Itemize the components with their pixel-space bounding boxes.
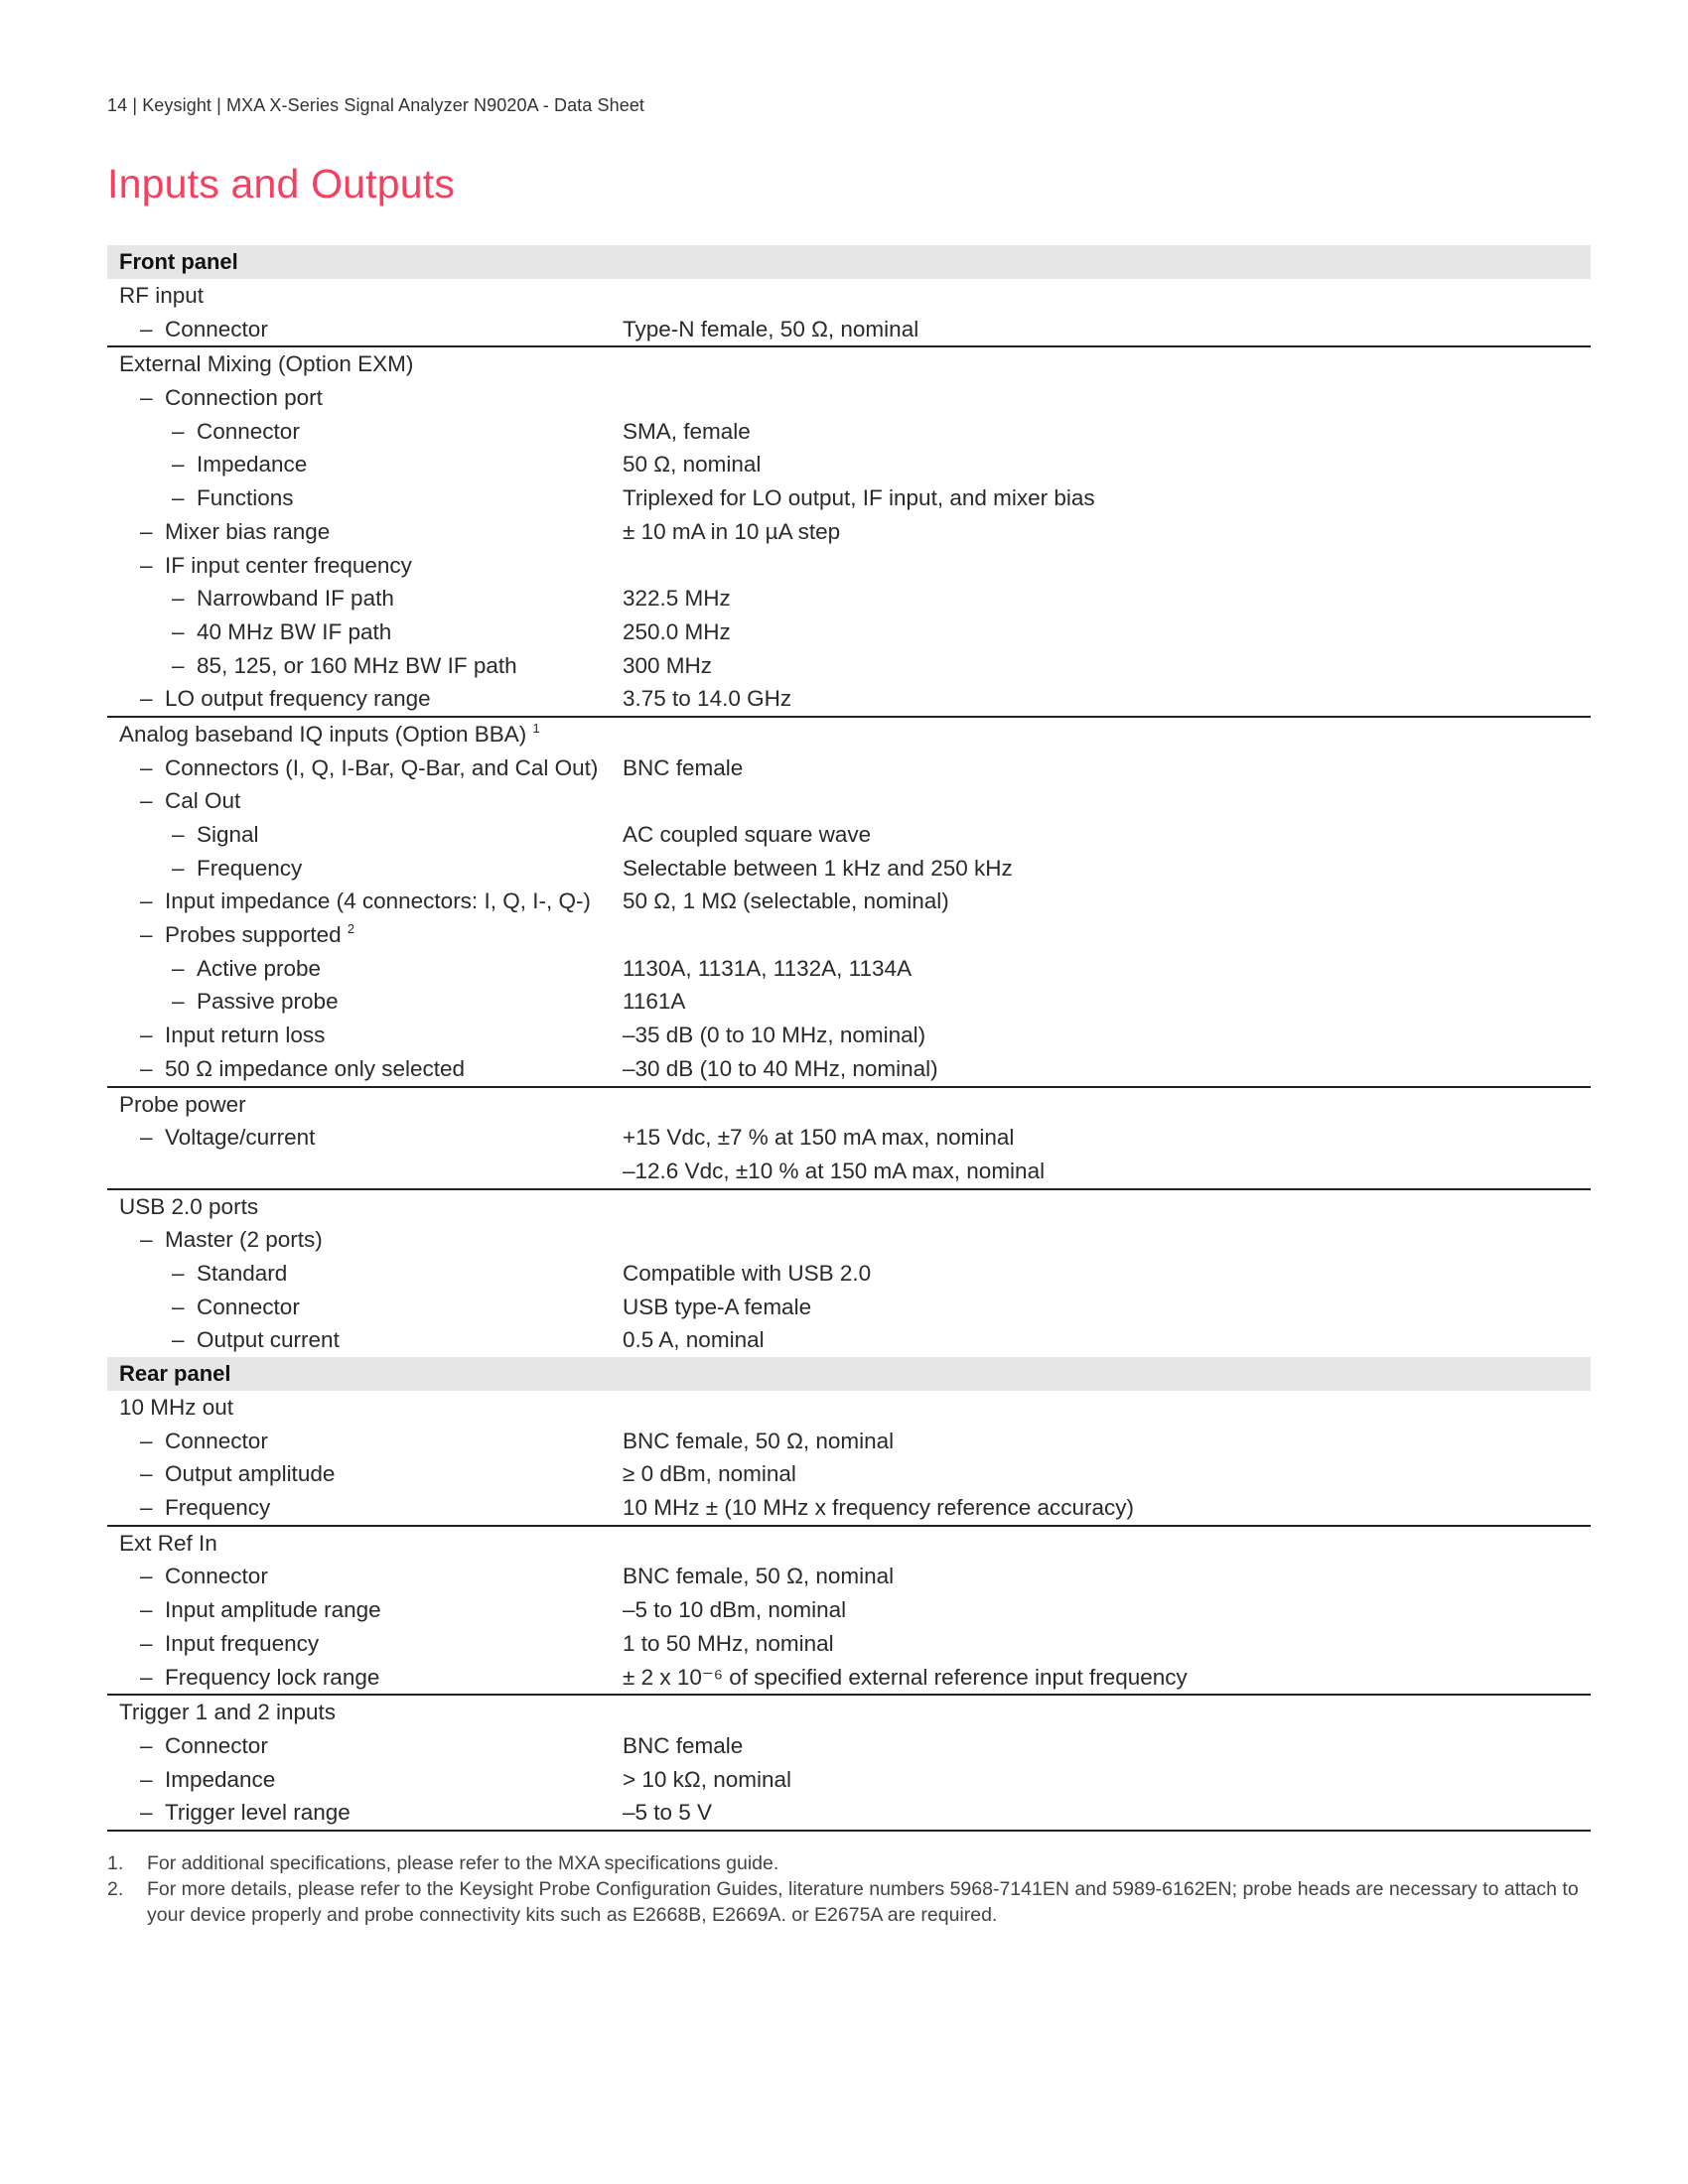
spec-label-text: Ext Ref In	[119, 1530, 217, 1556]
spec-group	[107, 1190, 1591, 1357]
footnotes	[107, 1850, 1591, 1928]
spec-label	[140, 1593, 381, 1627]
spec-value: –30 dB (10 to 40 MHz, nominal)	[623, 1055, 938, 1081]
spec-label	[140, 1560, 268, 1593]
footnote-number: 2.	[107, 1878, 124, 1900]
spec-label-text: IF input center frequency	[165, 552, 412, 578]
spec-label	[172, 481, 294, 515]
spec-row	[107, 1560, 1591, 1593]
spec-label	[140, 1796, 351, 1830]
spec-row	[107, 952, 1591, 986]
spec-group	[107, 1088, 1591, 1190]
spec-label	[119, 718, 540, 751]
spec-value: 50 Ω, nominal	[623, 452, 762, 478]
spec-row	[107, 549, 1591, 583]
spec-value: AC coupled square wave	[623, 822, 872, 847]
spec-value: ≥ 0 dBm, nominal	[623, 1461, 796, 1487]
spec-label	[140, 515, 330, 549]
dash-bullet: –	[140, 518, 153, 544]
spec-value: 1161A	[623, 989, 686, 1015]
spec-row	[107, 718, 1591, 751]
spec-label-text: Cal Out	[165, 788, 241, 814]
spec-label-text: Mixer bias range	[165, 518, 331, 544]
dash-bullet: –	[140, 1800, 153, 1826]
spec-label	[172, 649, 517, 683]
spec-row	[107, 279, 1591, 313]
spec-label-text: External Mixing (Option EXM)	[119, 351, 414, 377]
spec-label-text: Output amplitude	[165, 1461, 336, 1487]
spec-group	[107, 279, 1591, 347]
spec-value: 300 MHz	[623, 652, 713, 678]
spec-value: +15 Vdc, ±7 % at 150 mA max, nominal	[623, 1125, 1015, 1151]
spec-row	[107, 1729, 1591, 1763]
spec-value: ± 10 mA in 10 µA step	[623, 518, 841, 544]
dash-bullet: –	[140, 552, 153, 578]
spec-table	[107, 245, 1591, 1832]
spec-label	[140, 1425, 268, 1458]
spec-row	[107, 515, 1591, 549]
spec-row	[107, 1457, 1591, 1491]
spec-label-text: Impedance	[197, 452, 308, 478]
dash-bullet: –	[140, 1732, 153, 1758]
footnote-number: 1.	[107, 1852, 124, 1874]
spec-row	[107, 1696, 1591, 1729]
dash-bullet: –	[140, 1664, 153, 1690]
spec-label	[140, 1019, 325, 1052]
spec-label	[140, 1763, 275, 1797]
spec-row	[107, 615, 1591, 649]
spec-group	[107, 1391, 1591, 1527]
spec-value: 1 to 50 MHz, nominal	[623, 1630, 834, 1656]
spec-row	[107, 1527, 1591, 1561]
spec-row	[107, 582, 1591, 615]
spec-label-text: Frequency	[165, 1495, 271, 1521]
spec-label-text: Connector	[197, 1294, 300, 1319]
spec-label-text: Connector	[165, 1564, 268, 1589]
spec-label	[140, 751, 598, 785]
dash-bullet: –	[172, 855, 185, 881]
spec-label	[119, 1696, 336, 1729]
dash-bullet: –	[140, 1461, 153, 1487]
dash-bullet: –	[172, 822, 185, 847]
spec-label	[172, 1257, 287, 1291]
spec-label-text: Input return loss	[165, 1023, 326, 1048]
dash-bullet: –	[172, 1294, 185, 1319]
spec-row	[107, 784, 1591, 818]
spec-label-text: Input amplitude range	[165, 1597, 381, 1623]
spec-value: 1130A, 1131A, 1132A, 1134A	[623, 955, 913, 981]
spec-label	[140, 1661, 379, 1695]
spec-label-text: Connector	[197, 418, 300, 444]
spec-label	[140, 1457, 335, 1491]
dash-bullet: –	[140, 1564, 153, 1589]
spec-value: BNC female	[623, 1732, 744, 1758]
spec-row	[107, 1019, 1591, 1052]
spec-value: 250.0 MHz	[623, 618, 731, 644]
spec-value: 3.75 to 14.0 GHz	[623, 686, 792, 712]
spec-label	[140, 918, 354, 952]
spec-label-text: Frequency lock range	[165, 1664, 380, 1690]
spec-group	[107, 1527, 1591, 1696]
spec-group	[107, 347, 1591, 718]
spec-label	[140, 313, 268, 346]
spec-row	[107, 1155, 1591, 1188]
spec-label-text: Connector	[165, 316, 268, 341]
spec-label-text: 50 Ω impedance only selected	[165, 1055, 466, 1081]
spec-value: Compatible with USB 2.0	[623, 1260, 872, 1286]
spec-label-text: LO output frequency range	[165, 686, 431, 712]
spec-label-text: Signal	[197, 822, 259, 847]
section-header: Rear panel	[107, 1357, 1591, 1391]
spec-value: BNC female, 50 Ω, nominal	[623, 1564, 895, 1589]
spec-row	[107, 1190, 1591, 1224]
dash-bullet: –	[172, 989, 185, 1015]
spec-value: BNC female	[623, 754, 744, 780]
spec-label	[140, 784, 240, 818]
spec-label-text: Connectors (I, Q, I-Bar, Q-Bar, and Cal Out)	[165, 754, 599, 780]
spec-row	[107, 818, 1591, 852]
spec-label	[119, 347, 413, 381]
spec-label-text: Connector	[165, 1428, 268, 1453]
dash-bullet: –	[172, 618, 185, 644]
dash-bullet: –	[172, 652, 185, 678]
dash-bullet: –	[172, 1260, 185, 1286]
dash-bullet: –	[172, 418, 185, 444]
spec-label-text: RF input	[119, 283, 205, 308]
spec-label-text: Connector	[165, 1732, 268, 1758]
footnote-text: For more details, please refer to the Keysight Probe Configuration Guides, literature numbers 5968-7141EN and 5989-6162EN; probe heads are necessary to attach to your device properly and probe connectivity kits such as E2668B, E2669A. or E2675A are required.	[147, 1878, 1579, 1926]
spec-label	[119, 279, 204, 313]
dash-bullet: –	[140, 1055, 153, 1081]
spec-label-text: 85, 125, or 160 MHz BW IF path	[197, 652, 517, 678]
dash-bullet: –	[172, 485, 185, 511]
spec-row	[107, 1052, 1591, 1086]
spec-label	[140, 682, 431, 716]
spec-label-text: Probe power	[119, 1091, 246, 1117]
spec-label	[119, 1527, 217, 1561]
spec-label-text: Functions	[197, 485, 294, 511]
spec-row	[107, 1223, 1591, 1257]
spec-group	[107, 718, 1591, 1088]
spec-row	[107, 1627, 1591, 1661]
spec-row	[107, 1391, 1591, 1425]
dash-bullet: –	[172, 955, 185, 981]
spec-label-text: Standard	[197, 1260, 288, 1286]
spec-label	[140, 381, 323, 415]
spec-value: –12.6 Vdc, ±10 % at 150 mA max, nominal	[623, 1158, 1046, 1183]
spec-value: BNC female, 50 Ω, nominal	[623, 1428, 895, 1453]
spec-row	[107, 852, 1591, 886]
spec-label-text: Trigger level range	[165, 1800, 351, 1826]
dash-bullet: –	[140, 888, 153, 914]
spec-value: 322.5 MHz	[623, 586, 731, 612]
spec-row	[107, 918, 1591, 952]
dash-bullet: –	[172, 586, 185, 612]
spec-value: USB type-A female	[623, 1294, 812, 1319]
spec-label-text: 40 MHz BW IF path	[197, 618, 392, 644]
spec-value: –5 to 5 V	[623, 1800, 713, 1826]
spec-row	[107, 682, 1591, 716]
spec-label	[140, 1627, 319, 1661]
spec-row	[107, 985, 1591, 1019]
spec-label-text: Analog baseband IQ inputs (Option BBA)	[119, 721, 527, 747]
spec-value: ± 2 x 10⁻⁶ of specified external reference input frequency	[623, 1664, 1188, 1690]
spec-row	[107, 885, 1591, 918]
spec-label	[172, 985, 339, 1019]
spec-label	[172, 448, 307, 481]
spec-row	[107, 448, 1591, 481]
spec-row	[107, 347, 1591, 381]
spec-value: 0.5 A, nominal	[623, 1327, 765, 1353]
dash-bullet: –	[172, 452, 185, 478]
dash-bullet: –	[140, 1125, 153, 1151]
spec-row	[107, 1425, 1591, 1458]
spec-label-text: Passive probe	[197, 989, 339, 1015]
dash-bullet: –	[140, 686, 153, 712]
spec-row	[107, 1121, 1591, 1155]
spec-label-text: Impedance	[165, 1766, 276, 1792]
spec-value: SMA, female	[623, 418, 751, 444]
dash-bullet: –	[140, 788, 153, 814]
spec-label	[172, 952, 321, 986]
spec-value: Selectable between 1 kHz and 250 kHz	[623, 855, 1013, 881]
spec-label	[140, 1491, 270, 1525]
spec-row	[107, 1661, 1591, 1695]
spec-label	[172, 1323, 340, 1357]
dash-bullet: –	[140, 1630, 153, 1656]
footnote-ref: 1	[532, 720, 540, 736]
spec-label	[172, 582, 394, 615]
spec-value: 10 MHz ± (10 MHz x frequency reference accuracy)	[623, 1495, 1135, 1521]
spec-label	[119, 1190, 258, 1224]
spec-label-text: Probes supported	[165, 922, 342, 948]
spec-label-text: Output current	[197, 1327, 340, 1353]
spec-label-text: Frequency	[197, 855, 303, 881]
spec-value: > 10 kΩ, nominal	[623, 1766, 792, 1792]
page-title: Inputs and Outputs	[107, 161, 456, 206]
spec-label	[172, 415, 300, 449]
spec-label-text: Trigger 1 and 2 inputs	[119, 1700, 337, 1725]
dash-bullet: –	[140, 1428, 153, 1453]
dash-bullet: –	[140, 1227, 153, 1253]
spec-value: 50 Ω, 1 MΩ (selectable, nominal)	[623, 888, 949, 914]
spec-label-text: Narrowband IF path	[197, 586, 394, 612]
spec-label	[172, 852, 302, 886]
footnote	[107, 1850, 1591, 1876]
spec-label-text: USB 2.0 ports	[119, 1193, 259, 1219]
spec-label	[119, 1391, 233, 1425]
dash-bullet: –	[172, 1327, 185, 1353]
spec-label	[119, 1088, 246, 1122]
spec-value: Triplexed for LO output, IF input, and mixer bias	[623, 485, 1095, 511]
spec-label-text: 10 MHz out	[119, 1395, 234, 1420]
spec-label	[172, 1291, 300, 1324]
spec-row	[107, 1796, 1591, 1830]
dash-bullet: –	[140, 1495, 153, 1521]
footnote-ref: 2	[347, 921, 355, 937]
spec-label-text: Input frequency	[165, 1630, 320, 1656]
spec-value: Type-N female, 50 Ω, nominal	[623, 316, 919, 341]
spec-label-text: Active probe	[197, 955, 322, 981]
spec-row	[107, 751, 1591, 785]
dash-bullet: –	[140, 1023, 153, 1048]
dash-bullet: –	[140, 316, 153, 341]
spec-value: –35 dB (0 to 10 MHz, nominal)	[623, 1023, 926, 1048]
spec-label-text: Input impedance (4 connectors: I, Q, I-, Q-)	[165, 888, 591, 914]
footnote-text: For additional specifications, please refer to the MXA specifications guide.	[147, 1852, 779, 1874]
spec-label	[172, 615, 391, 649]
dash-bullet: –	[140, 1597, 153, 1623]
spec-row	[107, 313, 1591, 346]
spec-label	[140, 1223, 323, 1257]
spec-label	[140, 1729, 268, 1763]
spec-label	[140, 1052, 465, 1086]
spec-row	[107, 1088, 1591, 1122]
spec-label	[140, 1121, 315, 1155]
section-header: Front panel	[107, 245, 1591, 279]
dash-bullet: –	[140, 754, 153, 780]
spec-row	[107, 1257, 1591, 1291]
spec-row	[107, 415, 1591, 449]
spec-row	[107, 1593, 1591, 1627]
spec-label-text: Master (2 ports)	[165, 1227, 323, 1253]
spec-row	[107, 1763, 1591, 1797]
dash-bullet: –	[140, 922, 153, 948]
running-header: 14 | Keysight | MXA X-Series Signal Analyzer N9020A - Data Sheet	[107, 95, 645, 115]
spec-row	[107, 649, 1591, 683]
footnote	[107, 1876, 1591, 1928]
spec-group	[107, 1696, 1591, 1832]
spec-label	[140, 885, 591, 918]
spec-label	[172, 818, 259, 852]
spec-row	[107, 481, 1591, 515]
spec-row	[107, 1291, 1591, 1324]
dash-bullet: –	[140, 385, 153, 411]
dash-bullet: –	[140, 1766, 153, 1792]
spec-label-text: Connection port	[165, 385, 323, 411]
spec-row	[107, 381, 1591, 415]
spec-label-text: Voltage/current	[165, 1125, 316, 1151]
spec-row	[107, 1323, 1591, 1357]
spec-value: –5 to 10 dBm, nominal	[623, 1597, 847, 1623]
spec-label	[140, 549, 412, 583]
spec-row	[107, 1491, 1591, 1525]
